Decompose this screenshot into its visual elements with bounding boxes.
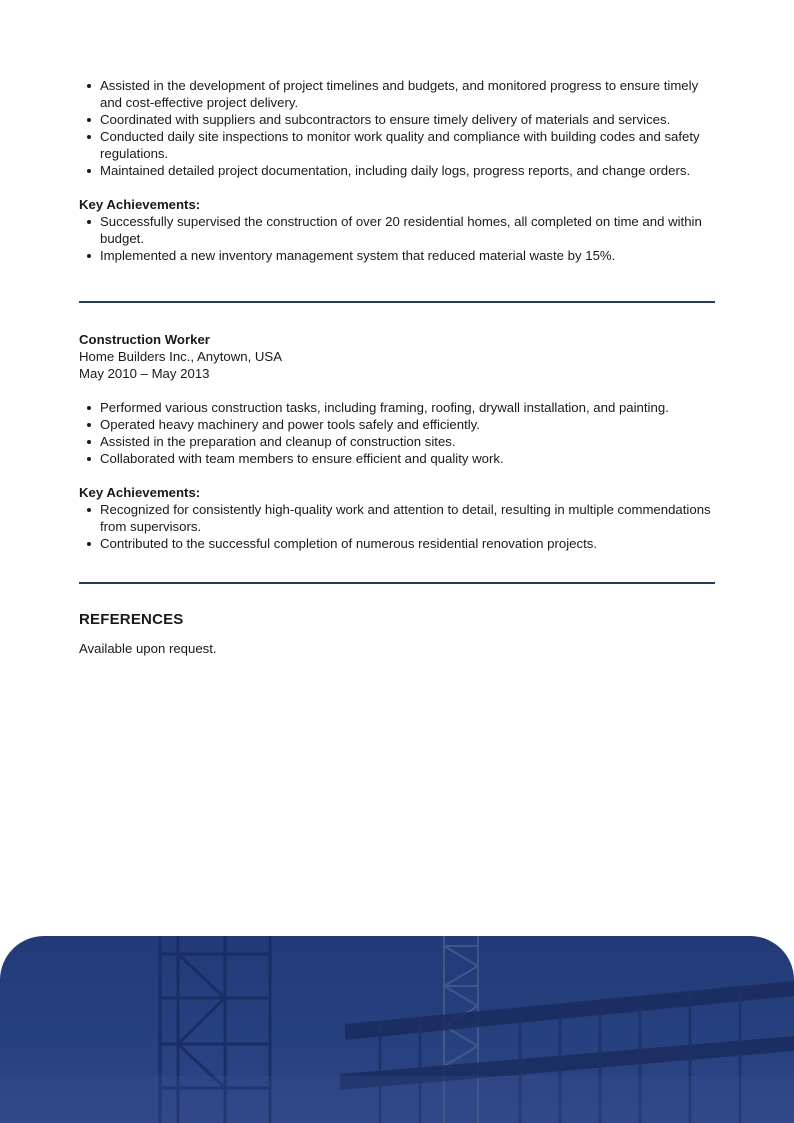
- job2-achievements-list: [79, 501, 715, 552]
- construction-scaffold-illustration: [0, 936, 794, 1123]
- job1-responsibilities-list: [79, 77, 715, 179]
- references-heading: REFERENCES: [79, 611, 184, 628]
- job1-achievements-list: [79, 213, 715, 264]
- job2-dates: May 2010 – May 2013: [79, 366, 210, 381]
- list-item: Performed various construction tasks, including framing, roofing, drywall installation, and painting.: [100, 399, 715, 416]
- references-text: Available upon request.: [79, 641, 217, 656]
- footer-construction-banner: [0, 936, 794, 1123]
- job1-achievements-heading: Key Achievements:: [79, 197, 201, 212]
- list-item: Recognized for consistently high-quality work and attention to detail, resulting in multiple commendations from supervisors.: [100, 501, 715, 535]
- list-item: Conducted daily site inspections to monitor work quality and compliance with building codes and safety regulations.: [100, 128, 715, 162]
- list-item: Assisted in the development of project timelines and budgets, and monitored progress to ensure timely and cost-effective project delivery.: [100, 77, 715, 111]
- list-item: Collaborated with team members to ensure efficient and quality work.: [100, 450, 715, 467]
- list-item: Coordinated with suppliers and subcontractors to ensure timely delivery of materials and services.: [100, 111, 715, 128]
- list-item: Operated heavy machinery and power tools safely and efficiently.: [100, 416, 715, 433]
- list-item: Assisted in the preparation and cleanup of construction sites.: [100, 433, 715, 450]
- list-item: Successfully supervised the construction of over 20 residential homes, all completed on time and within budget.: [100, 213, 715, 247]
- job2-achievements-heading: Key Achievements:: [79, 485, 201, 500]
- resume-page: [79, 77, 715, 657]
- job2-company: Home Builders Inc., Anytown, USA: [79, 349, 283, 364]
- list-item: Implemented a new inventory management system that reduced material waste by 15%.: [100, 247, 715, 264]
- list-item: Maintained detailed project documentation, including daily logs, progress reports, and change orders.: [100, 162, 715, 179]
- job2-title: Construction Worker: [79, 332, 210, 347]
- list-item: Contributed to the successful completion of numerous residential renovation projects.: [100, 535, 715, 552]
- job2-responsibilities-list: [79, 399, 715, 467]
